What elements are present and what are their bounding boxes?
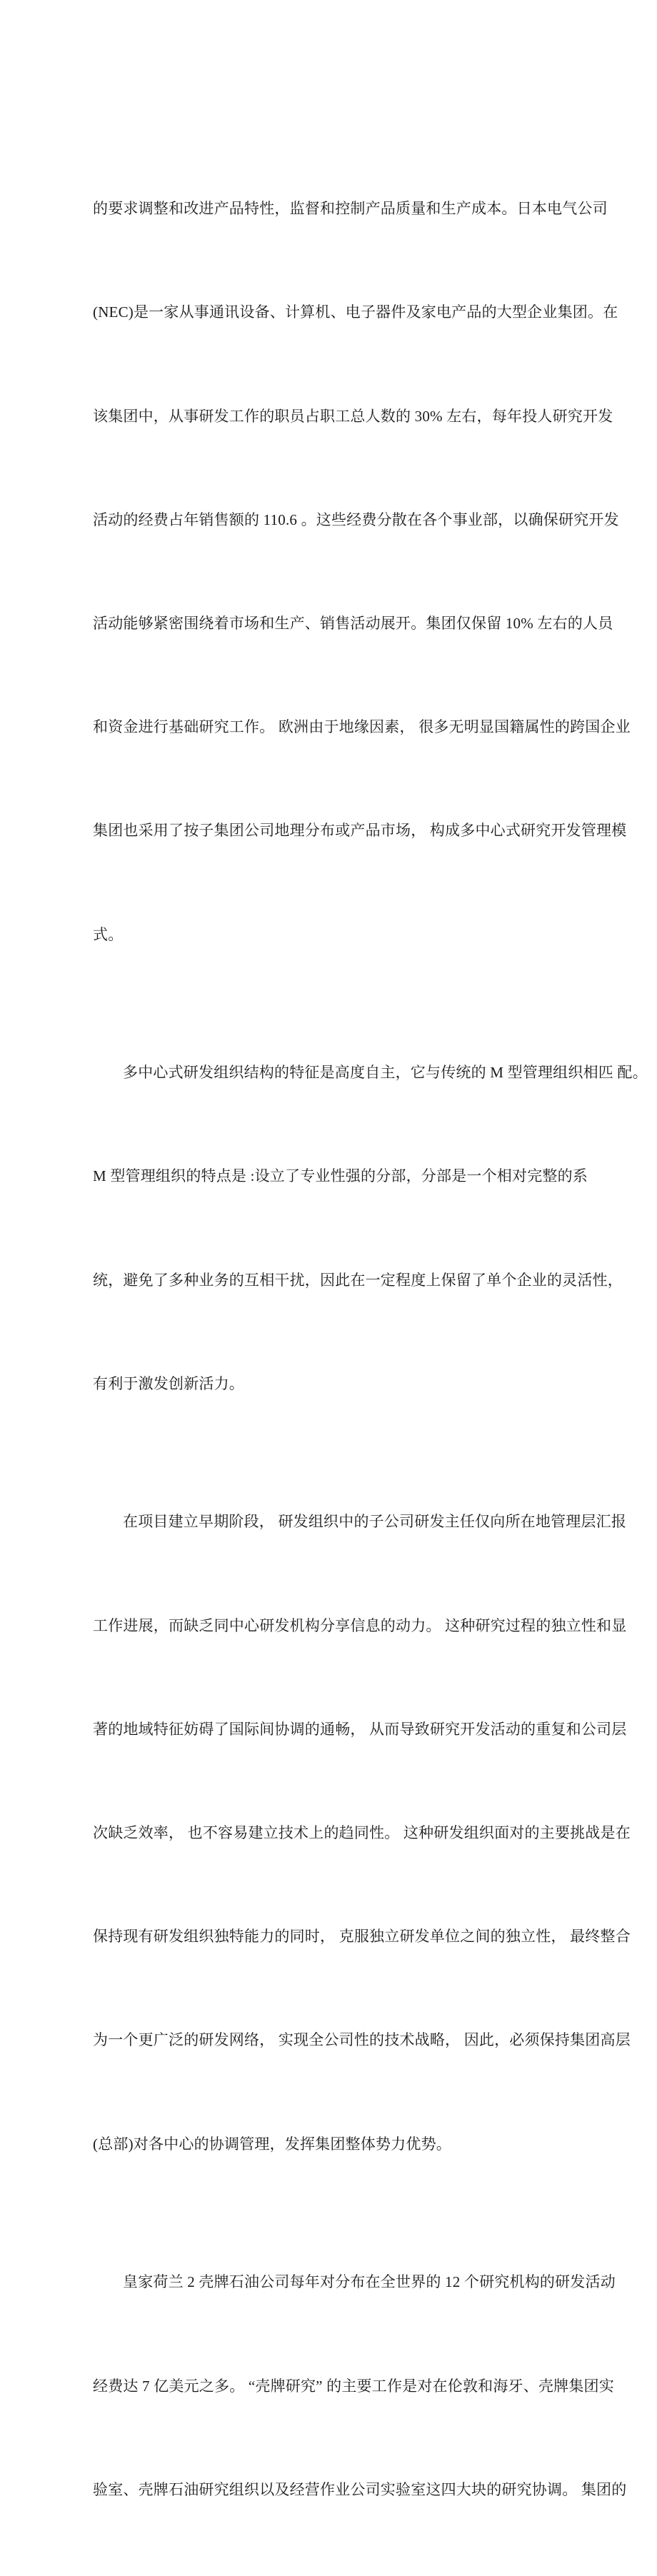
text-line: (总部)对各中心的协调管理，发挥集团整体势力优势。 <box>93 2135 451 2153</box>
text-line: 为一个更广泛的研发网络， 实现全公司性的技术战略， 因此，必须保持集团高层 <box>93 2031 631 2049</box>
text-line: 有利于激发创新活力。 <box>93 1374 244 1392</box>
text-line: 工作进展，而缺乏同中心研发机构分享信息的动力。 这种研究过程的独立性和显 <box>93 1616 627 1634</box>
text-line: 该集团中，从事研发工作的职员占职工总人数的 30% 左右，每年投人研究开发 <box>93 407 613 425</box>
text-line: 活动的经费占年销售额的 110.6 。这些经费分散在各个事业部，以确保研究开发 <box>93 510 619 528</box>
text-line: 集团也采用了按子集团公司地理分布或产品市场， 构成多中心式研究开发管理模 <box>93 822 627 840</box>
text-line: 活动能够紧密围绕着市场和生产、销售活动展开。集团仅保留 10% 左右的人员 <box>93 615 613 633</box>
text-line: 统，避免了多种业务的互相干扰，因此在一定程度上保留了单个企业的灵活性， <box>93 1271 623 1289</box>
text-line: 保持现有研发组织独特能力的同时， 克服独立研发单位之间的独立性， 最终整合 <box>93 1928 631 1946</box>
text-line: 验室、壳牌石油研究组织以及经营作业公司实验室这四大块的研究协调。 集团的 <box>93 2480 627 2498</box>
text-line: 皇家荷兰 2 壳牌石油公司每年对分布在全世界的 12 个研究机构的研发活动 <box>123 2273 616 2291</box>
text-block <box>93 88 648 2576</box>
text-line: 的要求调整和改进产品特性，监督和控制产品质量和生产成本。日本电气公司 <box>93 200 608 218</box>
text-line: M 型管理组织的特点是 :设立了专业性强的分部，分部是一个相对完整的系 <box>93 1167 588 1185</box>
text-line: (NEC)是一家从事通讯设备、计算机、电子器件及家电产品的大型企业集团。在 <box>93 303 618 321</box>
text-line: 式。 <box>93 925 124 943</box>
text-line: 次缺乏效率， 也不容易建立技术上的趋同性。 这种研发组织面对的主要挑战是在 <box>93 1824 631 1842</box>
text-line: 和资金进行基础研究工作。 欧洲由于地缘因素， 很多无明显国籍属性的跨国企业 <box>93 718 631 736</box>
text-line: 著的地域特征妨碍了国际间协调的通畅， 从而导致研究开发活动的重复和公司层 <box>93 1720 627 1738</box>
text-line: 多中心式研发组织结构的特征是高度自主，它与传统的 M 型管理组织相匹 配。 <box>123 1064 648 1082</box>
text-line: 经费达 7 亿美元之多。 “壳牌研究” 的主要工作是对在伦敦和海牙、壳牌集团实 <box>93 2377 614 2395</box>
text-line: 在项目建立早期阶段， 研发组织中的子公司研发主任仅向所在地管理层汇报 <box>123 1513 627 1531</box>
